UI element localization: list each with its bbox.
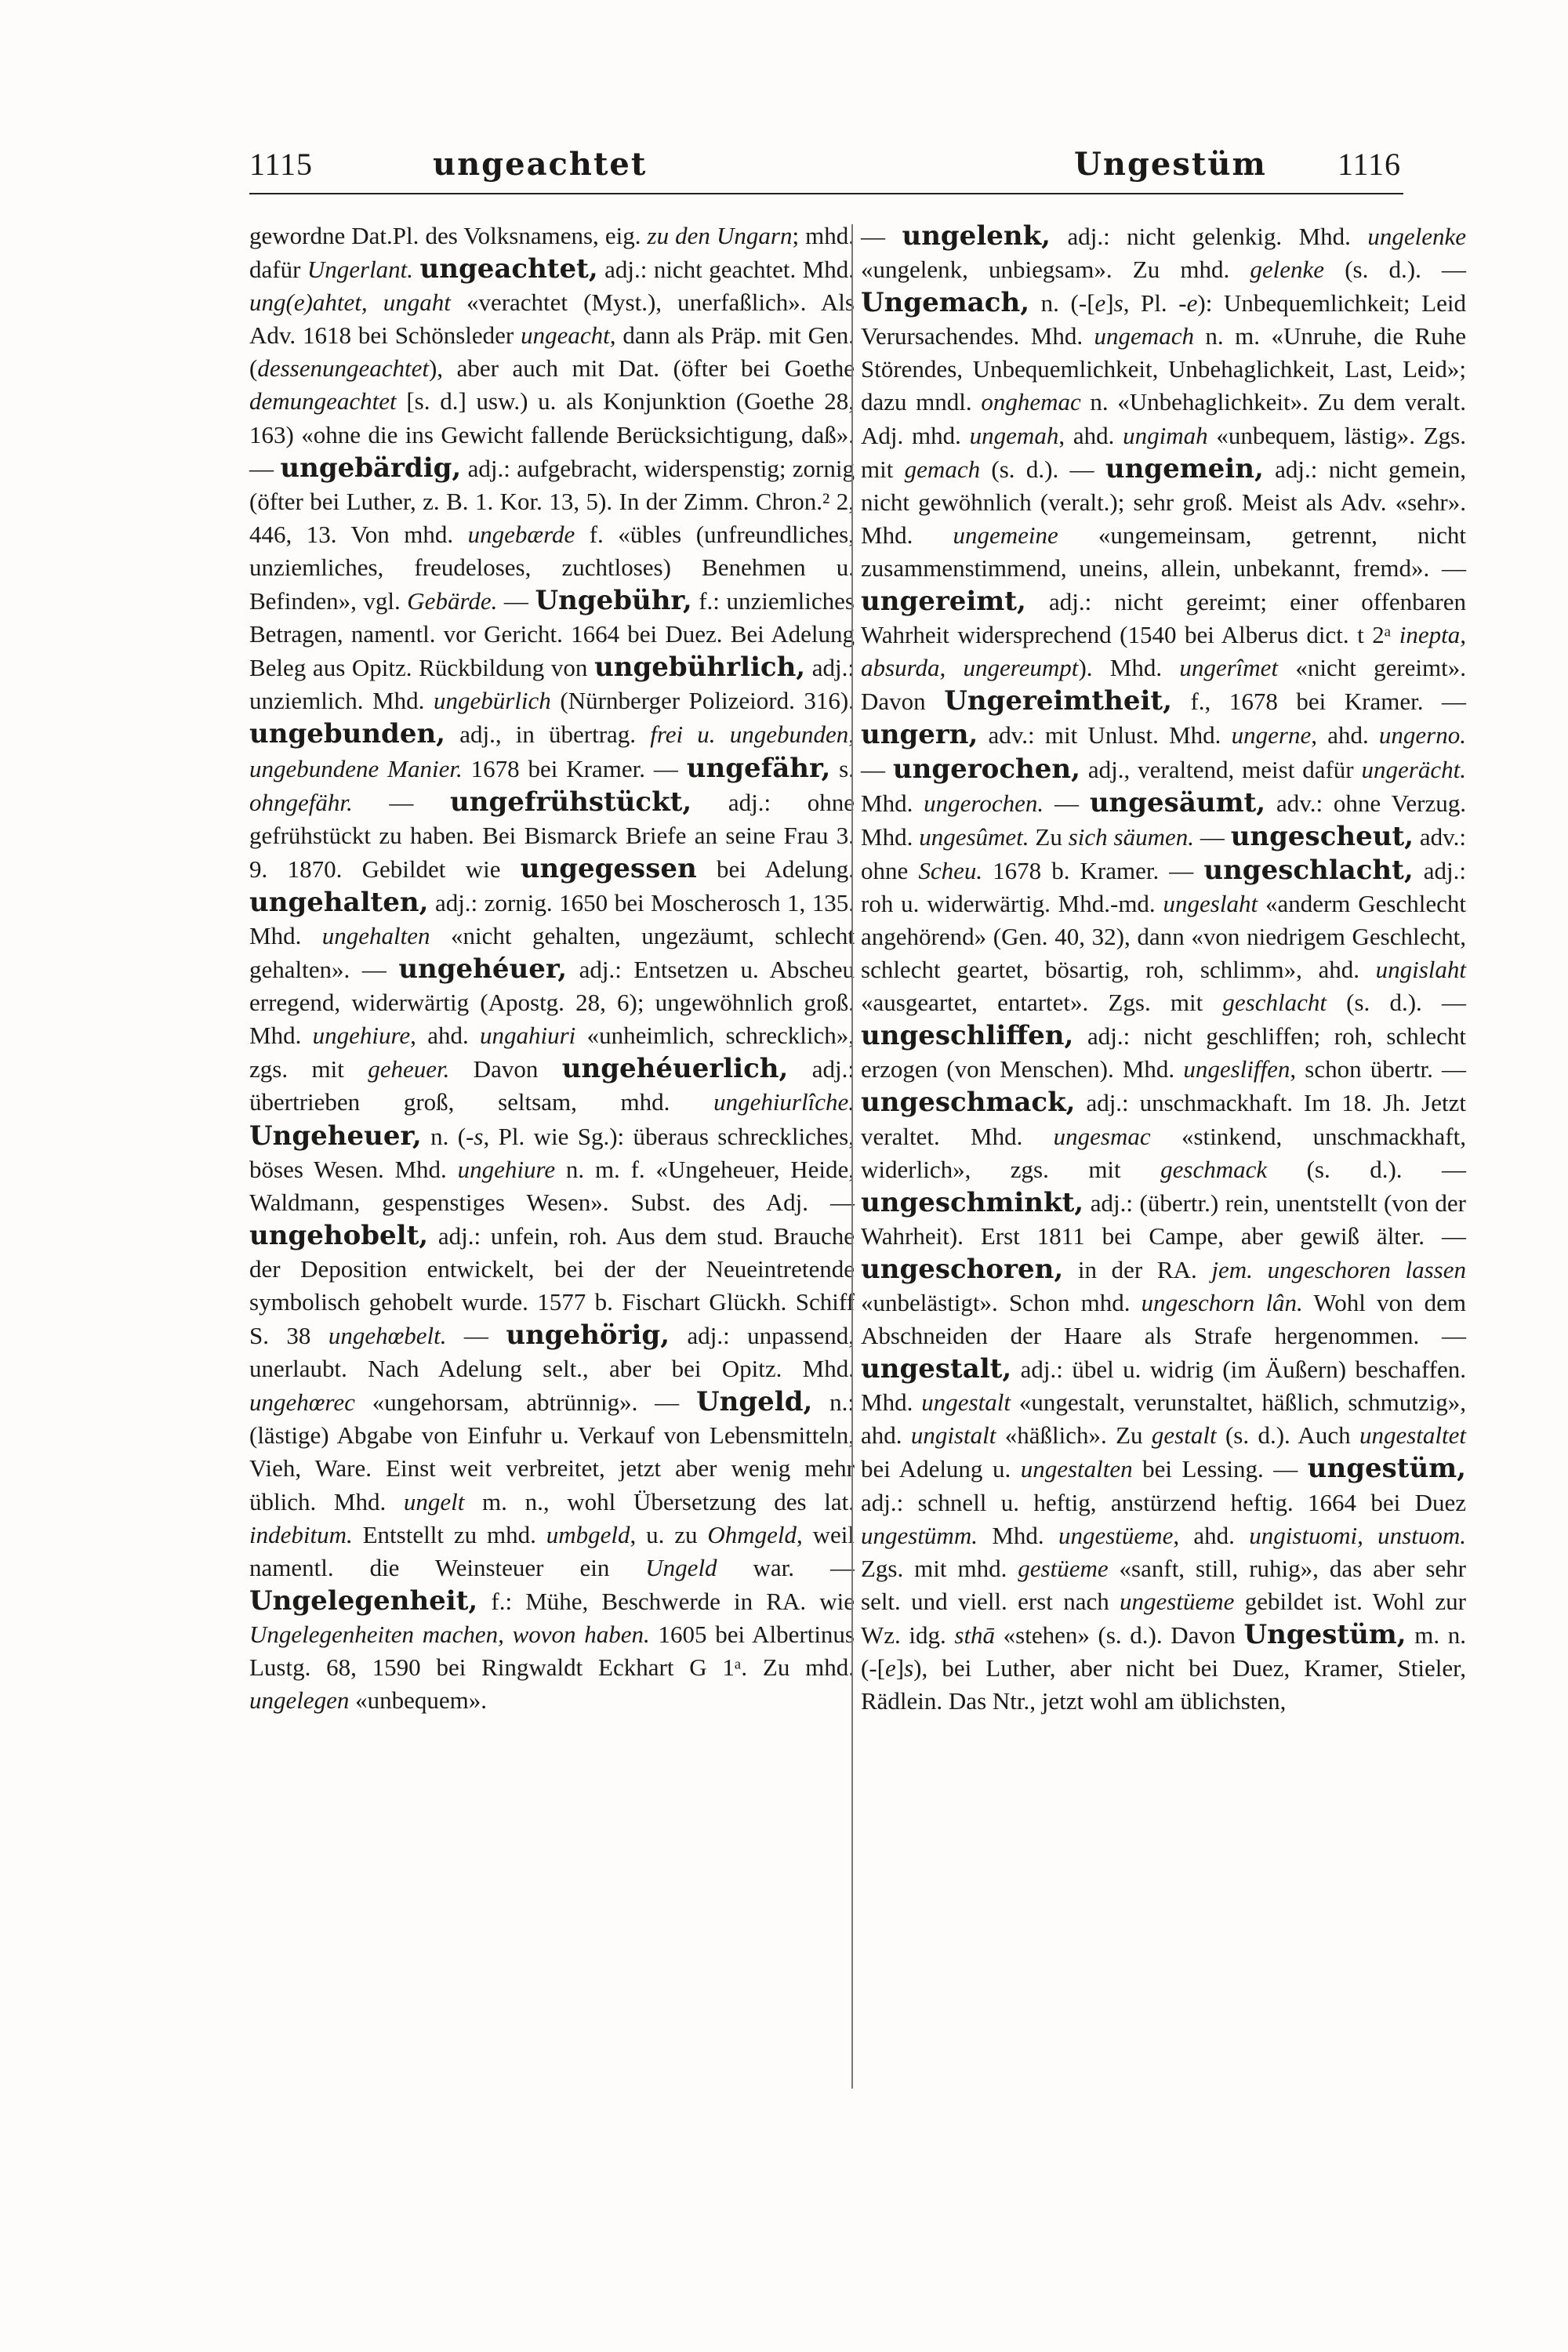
headword: ungehéuer, bbox=[398, 953, 568, 985]
italic-form: s bbox=[474, 1122, 484, 1150]
italic-form: ungeslaht bbox=[1163, 889, 1258, 917]
entry-text: «nicht gehalten, ungezäumt, schlecht gehalten». — bbox=[249, 921, 855, 984]
italic-form: ungesliffen bbox=[1183, 1055, 1290, 1083]
headword: ungehörig, bbox=[506, 1319, 670, 1352]
entry-text: ), bei Luther, aber nicht bei Duez, Kramer, Stieler, Rädlein. Das Ntr., jetzt wohl am üblichsten, bbox=[861, 1654, 1466, 1715]
headword: ungestüm, bbox=[1307, 1453, 1466, 1485]
headword: ungegessen bbox=[520, 852, 697, 884]
entry-text: «ungestalt, verunstaltet, häßlich, schmutzig», ahd. bbox=[861, 1388, 1466, 1450]
entry-text: (s. d.). — bbox=[980, 455, 1105, 483]
headword: Ungeld, bbox=[696, 1386, 813, 1418]
entry-text: war. — bbox=[717, 1553, 855, 1581]
entry-text: (s. d.). — bbox=[1326, 989, 1466, 1017]
headword: ungefrühstückt, bbox=[450, 786, 692, 818]
headword: ungelenk, bbox=[902, 220, 1051, 252]
italic-form: ungerochen. bbox=[924, 789, 1044, 817]
entry-text: «unbelästigt». Schon mhd. bbox=[861, 1289, 1142, 1316]
entry-text: 1678 b. Kramer. — bbox=[982, 856, 1204, 884]
entry-text: Wohl von dem Abschneiden der Haare als Strafe hergenommen. — bbox=[861, 1289, 1466, 1350]
entry-text: adv.: ohne Verzug. Mhd. bbox=[861, 789, 1466, 851]
entry-text: dann als Präp. mit Gen. ( bbox=[249, 321, 855, 383]
entry-text: Davon bbox=[449, 1055, 562, 1083]
entry-text: adj.: unpassend, unerlaubt. Nach Adelung selt., aber bei Opitz. Mhd. bbox=[249, 1322, 855, 1383]
italic-form: ungeschorn lân. bbox=[1141, 1289, 1303, 1316]
italic-form: sich säumen. bbox=[1068, 822, 1194, 851]
italic-form: ungestalten bbox=[1020, 1455, 1133, 1483]
entry-text: Zu bbox=[1029, 822, 1069, 851]
right-column bbox=[861, 220, 1466, 1718]
italic-form: ungahiuri bbox=[480, 1022, 576, 1050]
entry-text: adj.: schnell u. heftig, anstürzend heftig. 1664 bei Duez bbox=[861, 1488, 1466, 1516]
entry-text: bei Adelung. bbox=[696, 855, 855, 883]
entry-text: adj.: ohne gefrühstückt zu haben. Bei Bismarck Briefe an seine Frau 3. 9. 1870. Gebildet wie bbox=[249, 788, 855, 883]
entry-text: «verachtet (Myst.), unerfaßlich». Als Adv. 1618 bei Schönsleder bbox=[249, 289, 855, 350]
italic-form: frei u. ungebunden, ungebundene Manier. bbox=[249, 720, 855, 782]
entry-text: adj.: nicht geschliffen; roh, schlecht erzogen (von Menschen). Mhd. bbox=[861, 1022, 1466, 1083]
entry-text: «ungehorsam, abtrünnig». — bbox=[354, 1388, 696, 1417]
italic-form: ungehœbelt. bbox=[328, 1322, 447, 1350]
headword: Ungebühr, bbox=[535, 585, 692, 617]
italic-form: s bbox=[904, 1654, 914, 1682]
italic-form: gelenke bbox=[1250, 256, 1325, 284]
italic-form: gestüeme bbox=[1018, 1554, 1109, 1582]
entry-text: adj.: übertrieben groß, seltsam, mhd. bbox=[249, 1055, 855, 1116]
italic-form: ungebürlich bbox=[434, 687, 551, 715]
entry-text: bei Lessing. — bbox=[1132, 1455, 1308, 1483]
entry-text: m. n., wohl Übersetzung des lat. bbox=[464, 1487, 855, 1515]
italic-form: ungelegen bbox=[249, 1686, 350, 1715]
entry-text: , ahd. bbox=[1173, 1521, 1250, 1549]
entry-text: «nicht gereimt». Davon bbox=[861, 654, 1467, 716]
italic-form: e bbox=[1094, 289, 1106, 318]
entry-text: (s. d.). — bbox=[1324, 256, 1466, 284]
entry-text: adj.: unschmackhaft. Im 18. Jh. Jetzt veraltet. Mhd. bbox=[861, 1089, 1466, 1150]
entry-text: gewordne Dat.Pl. des Volksnamens, eig. bbox=[249, 222, 648, 249]
entry-text: Mhd. bbox=[861, 789, 924, 817]
entry-text: «ausgeartet, entartet». Zgs. mit bbox=[861, 989, 1223, 1017]
italic-form: demungeachtet bbox=[249, 387, 397, 416]
entry-text: ] bbox=[1105, 289, 1114, 318]
entry-text: n. (-[ bbox=[1029, 289, 1095, 318]
italic-form: ohngefähr. bbox=[249, 788, 353, 816]
entry-text: «unbequem, lästig». Zgs. mit bbox=[861, 421, 1467, 483]
right-running-headword: Ungestüm bbox=[1074, 146, 1267, 183]
italic-form: inepta, absurda, ungereumpt bbox=[861, 621, 1466, 682]
entry-text: adj.: nicht gemein, nicht gewöhnlich (veralt.); sehr groß. Meist als Adv. «sehr». Mhd. bbox=[861, 455, 1466, 549]
italic-form: ungemeine bbox=[953, 521, 1058, 549]
entry-text: adj.: nicht gelenkig. Mhd. bbox=[1050, 223, 1368, 250]
italic-form: ungerno. bbox=[1378, 721, 1466, 750]
headword: ungeachtet, bbox=[419, 253, 598, 285]
italic-form: ungehalten bbox=[321, 921, 430, 949]
italic-form: ungerne bbox=[1231, 721, 1312, 750]
italic-form: zu den Ungarn bbox=[647, 222, 793, 249]
right-column-text bbox=[861, 220, 1466, 1718]
headword: ungerochen, bbox=[892, 753, 1080, 785]
italic-form: ungesmac bbox=[1053, 1122, 1151, 1150]
italic-form: ungeacht, bbox=[521, 321, 616, 350]
italic-form: sthā bbox=[954, 1621, 996, 1649]
italic-form: ungelt bbox=[403, 1487, 465, 1515]
italic-form: indebitum. bbox=[249, 1520, 353, 1548]
entry-text: «stinkend, unschmackhaft, widerlich», zgs. mit bbox=[861, 1122, 1466, 1183]
entry-text: ): Unbequemlichkeit; Leid Verursachendes. Mhd. bbox=[861, 289, 1466, 350]
entry-text: (Nürnberger Polizeiord. 316). bbox=[550, 687, 855, 715]
entry-text: adj.: übel u. widrig (im Äußern) beschaffen. Mhd. bbox=[861, 1356, 1466, 1417]
entry-text: — bbox=[1193, 822, 1231, 851]
headword: Ungeheuer, bbox=[249, 1120, 422, 1152]
headword: ungereimt, bbox=[861, 586, 1026, 618]
italic-form: e bbox=[884, 1654, 896, 1682]
italic-form: ungimah bbox=[1123, 421, 1208, 449]
left-column-text bbox=[249, 220, 855, 1717]
headword: ungebärdig, bbox=[280, 452, 462, 484]
entry-text: , u. zu bbox=[630, 1520, 708, 1548]
entry-text: m. n. (-[ bbox=[861, 1621, 1466, 1682]
entry-text: f.: Mühe, Beschwerde in RA. wie bbox=[477, 1587, 855, 1615]
italic-form: dessenungeachtet bbox=[257, 354, 429, 383]
entry-text: f. «übles (unfreundliches, unziemliches, freudeloses, zuchtloses) Benehmen u. Befinden», vgl. bbox=[249, 520, 855, 615]
italic-form: ungerîmet bbox=[1179, 654, 1279, 682]
entry-text: , Pl. wie Sg.): überaus schreckliches, böses Wesen. Mhd. bbox=[249, 1122, 855, 1183]
italic-form: ungemach bbox=[1094, 322, 1194, 350]
entry-text: gebildet ist. Wohl zur Wz. idg. bbox=[861, 1587, 1466, 1649]
italic-form: ungelenke bbox=[1367, 223, 1466, 250]
italic-form: ungestaltet bbox=[1359, 1421, 1466, 1450]
entry-text: 1605 bei Albertinus Lustg. 68, 1590 bei Ringwaldt Eckhart G 1ᵃ. Zu mhd. bbox=[249, 1620, 855, 1682]
italic-form: jem. ungeschoren lassen bbox=[1211, 1255, 1466, 1283]
italic-form: e bbox=[1186, 289, 1198, 318]
entry-text: s. bbox=[830, 754, 855, 782]
italic-form: Ungeld bbox=[645, 1553, 717, 1581]
italic-form: Gebärde. bbox=[407, 587, 498, 615]
italic-form: onghemac bbox=[981, 388, 1081, 416]
entry-text: n.: (lästige) Abgabe von Einfuhr u. Verkauf von Lebensmitteln, Vieh, Ware. Einst weit verbreitet, jetzt aber wenig mehr üblich. Mhd. bbox=[249, 1388, 855, 1515]
headword: ungehalten, bbox=[249, 886, 429, 918]
entry-text bbox=[413, 256, 419, 283]
entry-text: , ahd. bbox=[410, 1022, 480, 1050]
right-page-number: 1116 bbox=[1338, 147, 1402, 182]
italic-form: ungistalt bbox=[910, 1421, 996, 1450]
italic-form: gestalt bbox=[1151, 1421, 1217, 1450]
entry-text: adj.: aufgebracht, widerspenstig; zornig (öfter bei Luther, z. B. 1. Kor. 13, 5). In der Zimm. Chron.² 2, 446, 13. Von mhd. bbox=[249, 454, 855, 548]
entry-text: n. m. f. «Ungeheuer, Heide, Waldmann, gespenstiges Wesen». Subst. des Adj. — bbox=[249, 1155, 855, 1216]
entry-text: adj.: nicht geachtet. Mhd. bbox=[597, 256, 855, 284]
entry-text: , schon übertr. — bbox=[1290, 1055, 1466, 1083]
italic-form: ungesûmet. bbox=[919, 822, 1029, 851]
entry-text: «stehen» (s. d.). Davon bbox=[995, 1621, 1244, 1649]
italic-form: Ungerlant. bbox=[307, 256, 414, 284]
entry-text: ] bbox=[895, 1654, 905, 1682]
entry-text: ), aber auch mit Dat. (öfter bei Goethe bbox=[428, 354, 855, 383]
headword: Ungereimtheit, bbox=[944, 685, 1172, 717]
entry-text: adj.: zornig. 1650 bei Moscherosch 1, 135. Mhd. bbox=[249, 888, 855, 949]
header-rule bbox=[249, 193, 1403, 194]
entry-text: — bbox=[861, 755, 893, 783]
entry-text: n. (- bbox=[421, 1122, 474, 1150]
headword: ungehobelt, bbox=[249, 1219, 429, 1251]
entry-text: Zgs. mit mhd. bbox=[861, 1554, 1018, 1582]
headword: Ungestüm, bbox=[1243, 1618, 1406, 1650]
entry-text: Mhd. bbox=[977, 1521, 1058, 1549]
headword: ungesäumt, bbox=[1089, 786, 1266, 818]
entry-text: adj., in übertrag. bbox=[445, 720, 651, 749]
entry-text: «unheimlich, schrecklich», zgs. mit bbox=[249, 1022, 855, 1083]
entry-text: — bbox=[861, 223, 902, 250]
headword: ungescheut, bbox=[1230, 820, 1414, 852]
italic-form: ung(e)ahtet, ungaht bbox=[249, 289, 451, 317]
italic-form: Ohmgeld bbox=[707, 1520, 797, 1548]
left-column bbox=[249, 220, 855, 1717]
italic-form: s bbox=[1113, 289, 1123, 318]
entry-text: «sanft, still, ruhig», das aber sehr selt. und viell. erst nach bbox=[861, 1554, 1466, 1615]
italic-form: Scheu. bbox=[918, 856, 983, 884]
headword: ungeschoren, bbox=[861, 1253, 1064, 1285]
entry-text: , ahd. bbox=[1311, 721, 1379, 750]
italic-form: geschlacht bbox=[1222, 989, 1327, 1017]
entry-text: «ungelenk, unbiegsam». Zu mhd. bbox=[861, 256, 1250, 284]
entry-text: adj., veraltend, meist dafür bbox=[1080, 755, 1362, 783]
italic-form: ungehiure bbox=[457, 1155, 556, 1183]
italic-form: geschmack bbox=[1160, 1155, 1268, 1183]
italic-form: ungemah bbox=[969, 421, 1059, 449]
entry-text: — bbox=[1044, 789, 1090, 817]
italic-form: ungestalt bbox=[921, 1388, 1011, 1417]
italic-form: ungehœrec bbox=[249, 1388, 355, 1417]
entry-text: — bbox=[352, 788, 451, 816]
entry-text: , ahd. bbox=[1058, 421, 1123, 449]
entry-text: «ungemeinsam, getrennt, nicht zusammenstimmend, uneins, allein, unbekannt, fremd». — bbox=[861, 521, 1466, 582]
headword: ungeschliffen, bbox=[861, 1020, 1074, 1052]
entry-text: «anderm Geschlecht angehörend» (Gen. 40, 32), dann «von niedrigem Geschlecht, schlecht geartet, bösartig, roh, schlimm», ahd. bbox=[861, 889, 1466, 984]
entry-text: Entstellt zu mhd. bbox=[352, 1520, 546, 1548]
entry-text: adj.: unziemlich. Mhd. bbox=[249, 654, 855, 715]
italic-form: Ungelegenheiten machen, wovon haben. bbox=[249, 1620, 650, 1648]
italic-form: ungestüeme bbox=[1120, 1587, 1235, 1615]
headword: ungeschlacht, bbox=[1203, 854, 1414, 886]
italic-form: ungehiurlîche. bbox=[713, 1088, 855, 1116]
italic-form: geheuer. bbox=[368, 1055, 450, 1083]
headword: ungern, bbox=[861, 719, 978, 751]
headword: ungebunden, bbox=[249, 718, 446, 750]
headword: ungeschmack, bbox=[861, 1087, 1076, 1119]
entry-text: 1678 bei Kramer. — bbox=[462, 754, 687, 782]
headword: ungefähr, bbox=[686, 752, 831, 784]
italic-form: ungestüeme bbox=[1058, 1521, 1174, 1549]
entry-text: in der RA. bbox=[1063, 1255, 1212, 1283]
headword: ungehéuerlich, bbox=[561, 1053, 789, 1085]
italic-form: ungestümm. bbox=[861, 1521, 978, 1549]
entry-text: n. «Unbehaglichkeit». Zu dem veralt. Adj. mhd. bbox=[861, 388, 1466, 449]
entry-text: (s. d.). — bbox=[1267, 1155, 1466, 1183]
entry-text: f., 1678 bei Kramer. — bbox=[1171, 688, 1466, 716]
italic-form: gemach bbox=[904, 455, 981, 483]
entry-text: bei Adelung u. bbox=[861, 1455, 1021, 1483]
entry-text: ). Mhd. bbox=[1078, 654, 1180, 682]
left-page-number: 1115 bbox=[249, 147, 314, 182]
entry-text: — bbox=[446, 1322, 506, 1350]
entry-text: n. m. «Unruhe, die Ruhe Störendes, Unbequemlichkeit, Unbehaglichkeit, Last, Leid»; dazu mndl. bbox=[861, 322, 1466, 416]
entry-text: «unbequem». bbox=[349, 1686, 488, 1715]
entry-text: adv.: mit Unlust. Mhd. bbox=[978, 721, 1232, 750]
entry-text: f.: unziemliches Betragen, namentl. vor Gericht. 1664 bei Duez. Bei Adelung Beleg aus Opitz. Rückbildung von bbox=[249, 587, 855, 682]
entry-text: [s. d.] usw.) u. als Konjunktion (Goethe 28, 163) «ohne die ins Gewicht fallende Berücksichtigung, daß». — bbox=[249, 387, 855, 482]
entry-text: adj.: roh u. widerwärtig. Mhd.-md. bbox=[861, 856, 1466, 917]
italic-form: ungislaht bbox=[1375, 956, 1466, 984]
entry-text: (s. d.). Auch bbox=[1216, 1421, 1359, 1450]
entry-text: , weil namentl. die Weinsteuer ein bbox=[249, 1520, 855, 1581]
entry-text: adv.: ohne bbox=[861, 822, 1466, 884]
italic-form: ungerächt. bbox=[1361, 755, 1466, 783]
entry-text: «häßlich». Zu bbox=[996, 1421, 1152, 1450]
headword: ungestalt, bbox=[861, 1353, 1012, 1385]
headword: Ungelegenheit, bbox=[249, 1584, 478, 1617]
italic-form: ungebærde bbox=[467, 520, 575, 548]
column-divider bbox=[851, 224, 853, 2089]
italic-form: ungistuomi, unstuom. bbox=[1249, 1521, 1466, 1549]
headword: ungeschminkt, bbox=[861, 1186, 1084, 1218]
entry-text: adj.: Entsetzen u. Abscheu erregend, widerwärtig (Apostg. 28, 6); ungewöhnlich groß. Mhd. bbox=[249, 956, 855, 1050]
headword: Ungemach, bbox=[861, 287, 1030, 319]
italic-form: ungehiure bbox=[312, 1022, 411, 1050]
headword: ungebührlich, bbox=[594, 652, 806, 684]
entry-text: ; mhd. dafür bbox=[249, 222, 855, 284]
italic-form: umbgeld bbox=[546, 1520, 630, 1548]
entry-text: — bbox=[497, 587, 535, 615]
entry-text: adj.: (übertr.) rein, unentstellt (von der Wahrheit). Erst 1811 bei Campe, aber gewiß älter. — bbox=[861, 1189, 1466, 1250]
left-running-headword: ungeachtet bbox=[433, 146, 648, 183]
headword: ungemein, bbox=[1105, 452, 1264, 485]
entry-text: adj.: nicht gereimt; einer offenbaren Wahrheit widersprechend (1540 bei Alberus dict. t 2ᵃ bbox=[861, 588, 1466, 649]
entry-text: , Pl. - bbox=[1123, 289, 1187, 318]
entry-text: adj.: unfein, roh. Aus dem stud. Brauche der Deposition entwickelt, bei der der Neueintretende symbolisch gehobelt wurde. 1577 b. Fischart Glückh. Schiff S. 38 bbox=[249, 1221, 855, 1350]
